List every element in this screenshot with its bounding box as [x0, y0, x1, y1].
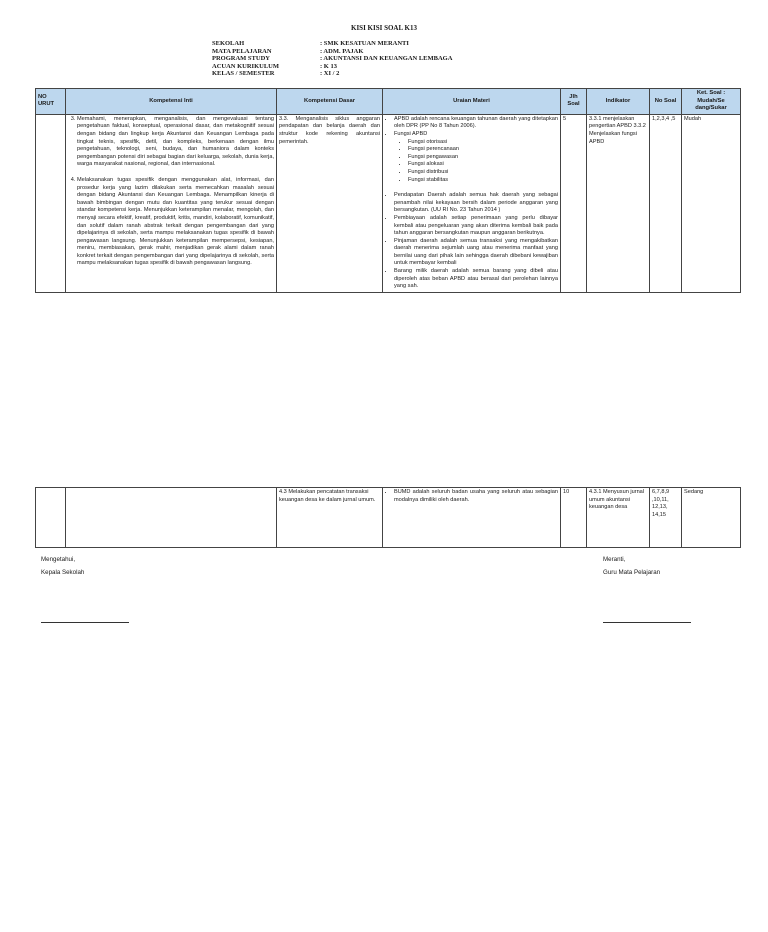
table-row [36, 488, 741, 548]
signature-left-line2: Kepala Sekolah [41, 569, 85, 576]
materi-item: • APBD adalah rencana keuangan tahunan daerah yang ditetapkan oleh DPR (PP No 8 Tahun 2006). [394, 116, 558, 131]
materi-subitem: • Fungsi stabilitas [408, 177, 558, 185]
signature-line-left [41, 622, 129, 623]
signature-right-line2: Guru Mata Pelajaran [603, 569, 661, 576]
header-no-urut: NO URUT [36, 89, 66, 115]
materi-item [394, 131, 558, 184]
document-title: KISI KISI SOAL K13 [351, 24, 417, 32]
header-kompetensi-dasar: Kompetensi Dasar [277, 89, 383, 115]
cell-indikator: 4.3.1 Menyusun jurnal umum akuntansi keuangan desa [587, 488, 650, 548]
signature-right [603, 553, 660, 579]
cell-kompetensi-dasar: 4.3 Melakukan pencatatan transaksi keuangan desa ke dalam jurnal umum. [277, 488, 383, 548]
materi-item: • Pendapatan Daerah adalah semua hak daerah yang sebagai penambah nilai kekayaan bersih dalam periode anggaran yang bersangkutan. (UU RI No. 23 Tahun 2014 ) [394, 192, 558, 215]
header-indikator: Indikator [587, 89, 650, 115]
meta-row [212, 63, 452, 71]
meta-value: : ADM. PAJAK [320, 47, 364, 55]
meta-value: : K 13 [320, 62, 337, 70]
ki-item: 3. Memahami, menerapkan, menganalisis, dan mengevaluasi tentang pengetahuan faktual, konseptual, operasional dasar, dan metakognitif sesuai dengan bidang dan lingkup kerja Akuntansi dan Keuangan Lembaga pada tingkat teknis, spesifik, detil, dan kompleks, berkenaan dengan ilmu pengetahuan, teknologi, seni, budaya, dan humaniora dalam konteks pengembangan potensi diri sebagai bagian dari keluarga, sekolah, dunia kerja, warga masyarakat nasional, regional, dan internasional. [77, 116, 274, 169]
cell-uraian-materi [383, 114, 561, 292]
materi-item: • Pembiayaan adalah setiap penerimaan yang perlu dibayar kembali atau pengeluaran yang akan diterima kembali baik pada tahun anggaran bersangkutan maupun anggaran berikutnya. [394, 215, 558, 238]
materi-subitem: • Fungsi alokasi [408, 161, 558, 169]
cell-no-soal: 1,2,3,4 ,5 [650, 114, 682, 292]
header-uraian-materi: Uraian Materi [383, 89, 561, 115]
header-ket-soal: Ket. Soal : Mudah/Se dang/Sukar [682, 89, 741, 115]
meta-label: KELAS / SEMESTER [212, 70, 275, 78]
cell-kompetensi-inti [66, 114, 277, 292]
meta-label: ACUAN KURIKULUM [212, 62, 279, 70]
cell-kompetensi-inti [66, 488, 277, 548]
meta-value: : XI / 2 [320, 70, 340, 78]
table-row [36, 114, 741, 292]
cell-no-soal: 6,7,8,9 ,10,11, 12,13, 14,15 [650, 488, 682, 548]
signature-left [41, 553, 84, 579]
meta-row [212, 40, 452, 48]
cell-jlh-soal: 10 [561, 488, 587, 548]
materi-subitem: • Fungsi otorisasi [408, 139, 558, 147]
meta-value: : SMK KESATUAN MERANTI [320, 40, 409, 47]
signature-line-right [603, 622, 691, 623]
materi-item: • Barang milik daerah adalah semua barang yang dibeli atau diperoleh atas beban APBD atau berasal dari perolehan lainnya yang sah. [394, 268, 558, 291]
cell-no-urut [36, 114, 66, 292]
cell-ket-soal: Sedang [682, 488, 741, 548]
cell-jlh-soal: 5 [561, 114, 587, 292]
meta-label: PROGRAM STUDY [212, 55, 270, 63]
meta-label: MATA PELAJARAN [212, 47, 272, 55]
materi-item: • BUMD adalah seluruh badan usaha yang seluruh atau sebagian modalnya dimiliki oleh daerah. [394, 489, 558, 504]
header-no-soal: No Soal [650, 89, 682, 115]
meta-label: SEKOLAH [212, 40, 245, 47]
table-header-row [36, 89, 741, 115]
header-jlh-soal: Jlh Soal [561, 89, 587, 115]
materi-item-label: Fungsi APBD [394, 130, 428, 137]
ki-item: 4. Melaksanakan tugas spesifik dengan menggunakan alat, informasi, dan prosedur kerja yang lazim dilakukan serta memecahkan masalah sesuai dengan bidang Akuntansi dan Keuangan Lembaga. Menampilkan kinerja di bawah bimbingan dengan mutu dan kuantitas yang terukur sesuai dengan standar kompetensi kerja. Menunjukkan keterampilan menalar, mengolah, dan menyaji secara efektif, kreatif, produktif, kritis, mandiri, kolaboratif, komunikatif, dan solutif dalam ranah abstrak terkait dengan pengembangan dari yang dipelajarinya di sekolah, serta mampu melaksanakan tugas spesifik di bawah pengawasan langsung. Menunjukkan keterampilan mempersepsi, kesiapan, meniru, membiasakan, gerak mahir, menjadikan gerak alami dalam ranah konkret terkait dengan pengembangan dari yang dipelajarinya di sekolah, serta mampu melaksanakan tugas spesifik di bawah pengawasan langsung. [77, 177, 274, 268]
materi-subitem: • Fungsi perencanaan [408, 146, 558, 154]
meta-row [212, 55, 452, 63]
materi-subitem: • Fungsi distribusi [408, 169, 558, 177]
kisi-table-continued [35, 487, 741, 548]
meta-row [212, 70, 452, 78]
kisi-table [35, 88, 741, 293]
cell-uraian-materi [383, 488, 561, 548]
header-kompetensi-inti: Kompetensi Inti [66, 89, 277, 115]
cell-indikator: 3.3.1 menjelaskan pengertian APBD 3.3.2 Menjelaskan fungsi APBD [587, 114, 650, 292]
signature-left-line1: Mengetahui, [41, 556, 76, 563]
materi-item: • Pinjaman daerah adalah semua transaksi yang mengakibatkan daerah menerima sejumlah uang atau menerima manfaat yang bernilai uang dari pihak lain sehingga daerah dibebani kewajiban untuk membayar kembali [394, 238, 558, 268]
meta-value: : AKUNTANSI DAN KEUANGAN LEMBAGA [320, 55, 453, 63]
school-info [212, 40, 452, 78]
signature-right-line1: Meranti, [603, 556, 626, 563]
materi-subitem: • Fungsi pengawasan [408, 154, 558, 162]
cell-ket-soal: Mudah [682, 114, 741, 292]
meta-row [212, 48, 452, 56]
cell-no-urut [36, 488, 66, 548]
cell-kompetensi-dasar: 3.3. Menganalisis siklus anggaran pendapatan dan belanja daerah dan struktur kode rekening akuntansi pemerintah. [277, 114, 383, 292]
